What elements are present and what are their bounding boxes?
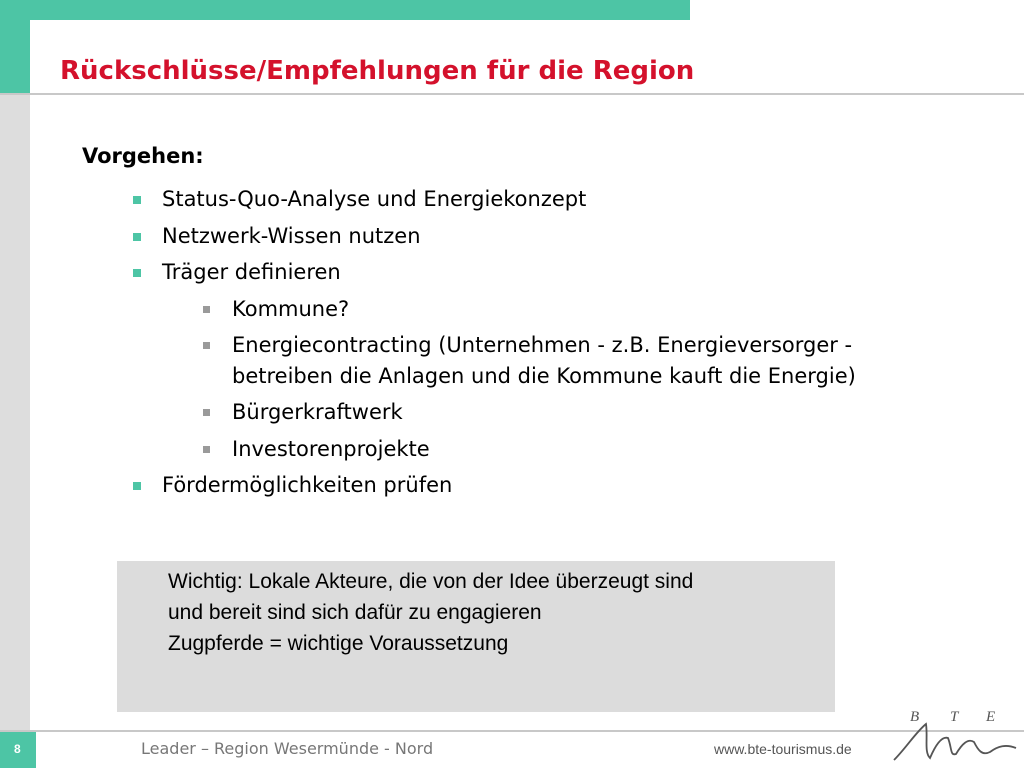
footer-website: www.bte-tourismus.de: [714, 741, 852, 757]
sub-bullet-item: Kommune?: [0, 294, 882, 325]
page-number: 8: [14, 742, 21, 756]
sub-bullet-item: Bürgerkraftwerk: [0, 397, 882, 428]
footer-region-text: Leader – Region Wesermünde - Nord: [141, 739, 434, 758]
title-divider: [0, 93, 1024, 95]
sub-bullet-item: Investorenprojekte: [0, 434, 882, 465]
footer-divider: [0, 730, 1024, 732]
logo-letter-t: T: [950, 709, 959, 725]
header-side-accent: [0, 0, 30, 93]
note-line: Zugpferde = wichtige Voraussetzung: [168, 632, 509, 655]
logo-letter-e: E: [986, 709, 996, 725]
bullet-item: Netzwerk-Wissen nutzen: [0, 221, 1000, 252]
sub-bullet-item: Energiecontracting (Unternehmen - z.B. Energieversorger - betreiben die Anlagen und die Kommune kauft die Energie): [0, 330, 882, 391]
bullet-list: [0, 184, 1000, 507]
bullet-item: Träger definieren: [0, 257, 1000, 288]
slide-title: Rückschlüsse/Empfehlungen für die Region: [60, 56, 695, 86]
bte-logo: [890, 704, 1020, 766]
bullet-item: Fördermöglichkeiten prüfen: [0, 470, 1000, 501]
logo-swoosh: [894, 724, 1016, 760]
section-subheading: Vorgehen:: [82, 144, 204, 168]
logo-letter-b: B: [910, 709, 920, 725]
header-accent-bar: [0, 0, 690, 20]
note-line: und bereit sind sich dafür zu engagieren: [168, 601, 542, 624]
bullet-item: Status-Quo-Analyse und Energiekonzept: [0, 184, 1000, 215]
note-line: Wichtig: Lokale Akteure, die von der Idee überzeugt sind: [168, 570, 694, 593]
